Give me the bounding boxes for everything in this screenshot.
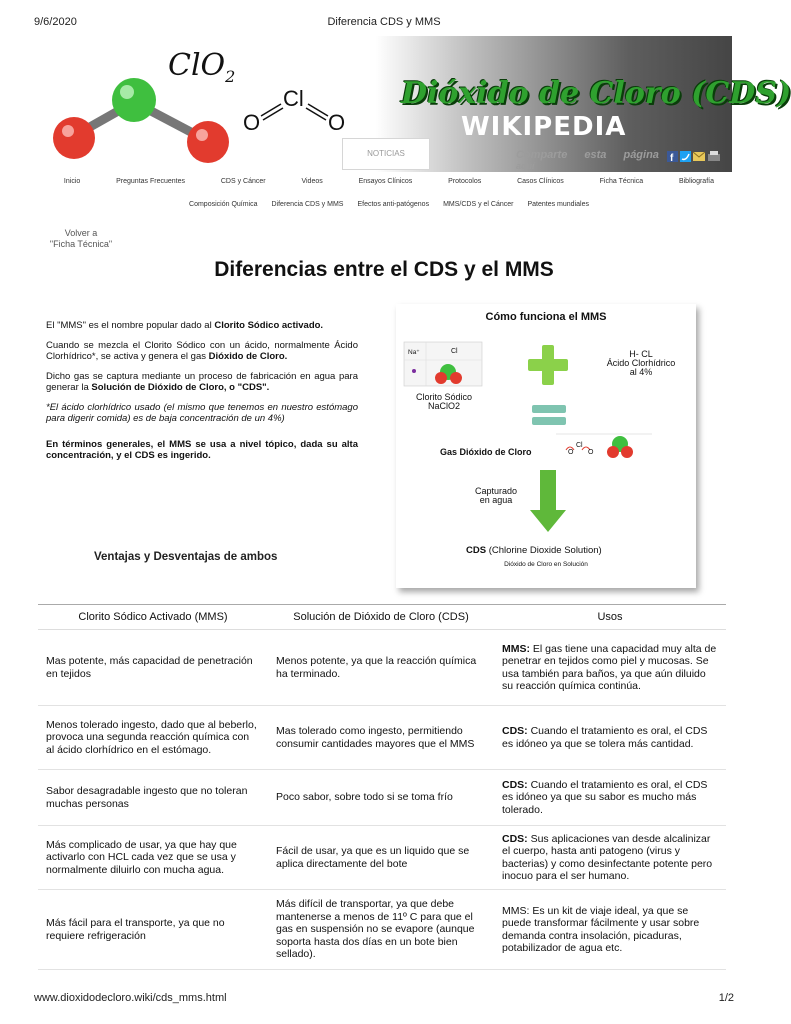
print-page-number: 1/2 bbox=[718, 992, 734, 1004]
cell-mms: Mas potente, más capacidad de penetración en tejidos bbox=[38, 630, 268, 706]
nav-casos-clinicos[interactable]: Casos Clínicos bbox=[517, 178, 564, 185]
captured-line-2: en agua bbox=[479, 495, 513, 505]
captured-line-1: Capturado bbox=[474, 486, 518, 496]
comparison-table bbox=[38, 604, 726, 970]
banner-title: Dióxido de Cloro (CDS) bbox=[401, 76, 791, 111]
ventajas-heading: Ventajas y Desventajas de ambos bbox=[94, 551, 278, 563]
nav-composicion-quimica[interactable]: Composición Química bbox=[189, 201, 258, 208]
cell-cds: Poco sabor, sobre todo si se toma frío bbox=[268, 770, 494, 826]
nav-bibliografia[interactable]: Bibliografía bbox=[678, 178, 714, 185]
nav-preguntas-frecuentes[interactable]: Preguntas Frecuentes bbox=[116, 178, 185, 185]
share-icons bbox=[667, 150, 723, 164]
share-text: Comparte esta página bbox=[516, 149, 659, 161]
cds-sub-label: Dióxido de Cloro en Solución bbox=[504, 561, 588, 568]
cell-mms: Sabor desagradable ingesto que no toleran muchas personas bbox=[38, 770, 268, 826]
svg-text:O: O bbox=[568, 449, 574, 456]
gas-label: Gas Dióxido de Cloro bbox=[440, 447, 532, 457]
cell-cds: Más difícil de transportar, ya que debe mantenerse a menos de 11º C para que el gas en suspensión no se evapore (aunque soporta hasta dos días en un bote bien sellado). bbox=[268, 890, 494, 970]
cell-cds: Menos potente, ya que la reacción química ha terminado. bbox=[268, 630, 494, 706]
clo2-ion-label: Cl bbox=[451, 348, 458, 355]
molecule-o-left-label: O bbox=[243, 110, 261, 135]
down-arrow-icon bbox=[540, 470, 556, 510]
nav-inicio[interactable]: Inicio bbox=[63, 178, 81, 185]
header-usos: Usos bbox=[494, 605, 726, 630]
acid-line-1: H- CL bbox=[629, 349, 653, 359]
print-icon[interactable] bbox=[708, 154, 720, 161]
nav-efectos-anti-patogenos[interactable]: Efectos anti-patógenos bbox=[357, 201, 430, 208]
header-cds: Solución de Dióxido de Cloro (CDS) bbox=[268, 605, 494, 630]
sodium-atom bbox=[412, 369, 416, 373]
intro-text bbox=[46, 320, 358, 470]
oxygen-atom-right bbox=[187, 121, 229, 163]
table-row bbox=[38, 826, 726, 890]
cell-uso: MMS: El gas tiene una capacidad muy alta de penetrar en tejidos como piel y mucosas. Se usa también para baños, ya que aún diluido su reacción química continúa. bbox=[494, 630, 726, 706]
clorito-formula: NaClO2 bbox=[427, 401, 461, 411]
nav-protocolos[interactable]: Protocolos bbox=[448, 178, 482, 185]
cell-uso: MMS: Es un kit de viaje ideal, ya que se puede transformar fácilmente y usar sobre demanda contra insolación, picaduras, potabilizador de agua etc. bbox=[494, 890, 726, 970]
intro-paragraph-2: Cuando se mezcla el Clorito Sódico con un ácido, normalmente Ácido Clorhídrico*, se activa y genera el gas Dióxido de Cloro. bbox=[46, 339, 358, 362]
oxygen-atom-left bbox=[53, 117, 95, 159]
svg-text:f: f bbox=[670, 153, 674, 164]
main-nav-row-1 bbox=[46, 178, 732, 185]
site-banner bbox=[46, 36, 791, 172]
banner-wikipedia: WIKIPEDIA bbox=[461, 112, 627, 142]
table-row bbox=[38, 890, 726, 970]
cell-uso: CDS: Sus aplicaciones van desde alcalinizar el cuerpo, hasta anti patogeno (virus y bacterias) y como desinfectante potente pero inocuo para el ser humano. bbox=[494, 826, 726, 890]
intro-paragraph-1: El "MMS" es el nombre popular dado al Clorito Sódico activado. bbox=[46, 320, 324, 331]
header-mms: Clorito Sódico Activado (MMS) bbox=[38, 605, 268, 630]
intro-paragraph-5: En términos generales, el MMS se usa a nivel tópico, dada su alta concentración, y el CDS es ingerido. bbox=[46, 438, 358, 461]
intro-paragraph-3: Dicho gas se captura mediante un proceso de fabricación en agua para generar la Solución de Dióxido de Cloro, o "CDS". bbox=[46, 370, 358, 393]
intro-paragraph-4: *El ácido clorhídrico usado (el mismo que tenemos en nuestro estómago para digerir comida) es de baja concentración de un 4%) bbox=[46, 401, 358, 424]
table-row bbox=[38, 770, 726, 826]
nav-ficha-tecnica[interactable]: Ficha Técnica bbox=[599, 178, 644, 185]
nav-mms-cds-cancer[interactable]: MMS/CDS y el Cáncer bbox=[443, 201, 514, 208]
print-date: 9/6/2020 bbox=[34, 16, 77, 28]
nav-patentes-mundiales[interactable]: Patentes mundiales bbox=[527, 201, 589, 208]
print-url: www.dioxidodecloro.wiki/cds_mms.html bbox=[34, 992, 227, 1004]
na-label: Na⁺ bbox=[408, 349, 420, 356]
chlorine-atom bbox=[112, 78, 156, 122]
cell-mms: Más complicado de usar, ya que hay que activarlo con HCL cada vez que se usa y normalmente diluirlo con mucha agua. bbox=[38, 826, 268, 890]
nav-diferencia-cds-mms[interactable]: Diferencia CDS y MMS bbox=[271, 201, 344, 208]
molecule-cl-label: Cl bbox=[283, 86, 304, 111]
svg-text:Cl: Cl bbox=[576, 442, 583, 449]
nav-ensayos-clinicos[interactable]: Ensayos Clínicos bbox=[358, 178, 413, 185]
table-row bbox=[38, 630, 726, 706]
formula-heading: ClO$_2$ bbox=[168, 48, 236, 86]
cell-mms: Menos tolerado ingesto, dado que al beberlo, provoca una segunda reacción química con al ácido clorhídrico en el estómago. bbox=[38, 706, 268, 770]
cell-cds: Mas tolerado como ingesto, permitiendo consumir cantidades mayores que el MMS bbox=[268, 706, 494, 770]
svg-text:O: O bbox=[588, 449, 594, 456]
table-header-row bbox=[38, 605, 726, 630]
acid-line-3: al 4% bbox=[629, 367, 653, 377]
twitter-icon[interactable] bbox=[680, 151, 691, 162]
cds-label: CDS (Chlorine Dioxide Solution) bbox=[466, 545, 602, 556]
print-footer bbox=[0, 992, 768, 1008]
noticias-button[interactable]: NOTICIAS bbox=[342, 138, 430, 170]
print-title: Diferencia CDS y MMS bbox=[327, 16, 441, 28]
acid-line-2: Ácido Clorhídrico bbox=[606, 358, 676, 368]
mms-diagram-svg bbox=[396, 304, 696, 588]
table-row bbox=[38, 706, 726, 770]
cell-uso: CDS: Cuando el tratamiento es oral, el CDS es idóneo ya que se tolera más cantidad. bbox=[494, 706, 726, 770]
cell-uso: CDS: Cuando el tratamiento es oral, el CDS es idóneo ya que su sabor es mucho más tolerado. bbox=[494, 770, 726, 826]
cell-cds: Fácil de usar, ya que es un liquido que se aplica directamente del bote bbox=[268, 826, 494, 890]
mms-diagram bbox=[396, 304, 696, 588]
molecule-o-right-label: O bbox=[328, 110, 346, 135]
diagram-title: Cómo funciona el MMS bbox=[485, 311, 607, 323]
nav-cds-cancer[interactable]: CDS y Cáncer bbox=[220, 178, 266, 185]
nav-videos[interactable]: Videos bbox=[301, 178, 323, 185]
clorito-label: Clorito Sódico bbox=[415, 392, 473, 402]
page-title: Diferencias entre el CDS y el MMS bbox=[214, 258, 554, 281]
share-text-cont: aquí bbox=[516, 161, 535, 171]
cell-mms: Más fácil para el transporte, ya que no requiere refrigeración bbox=[38, 890, 268, 970]
back-to-ficha-tecnica-link[interactable]: Volver a "Ficha Técnica" bbox=[49, 228, 113, 249]
equals-icon bbox=[532, 405, 566, 413]
main-nav-row-2 bbox=[46, 201, 732, 208]
print-header bbox=[0, 12, 768, 30]
